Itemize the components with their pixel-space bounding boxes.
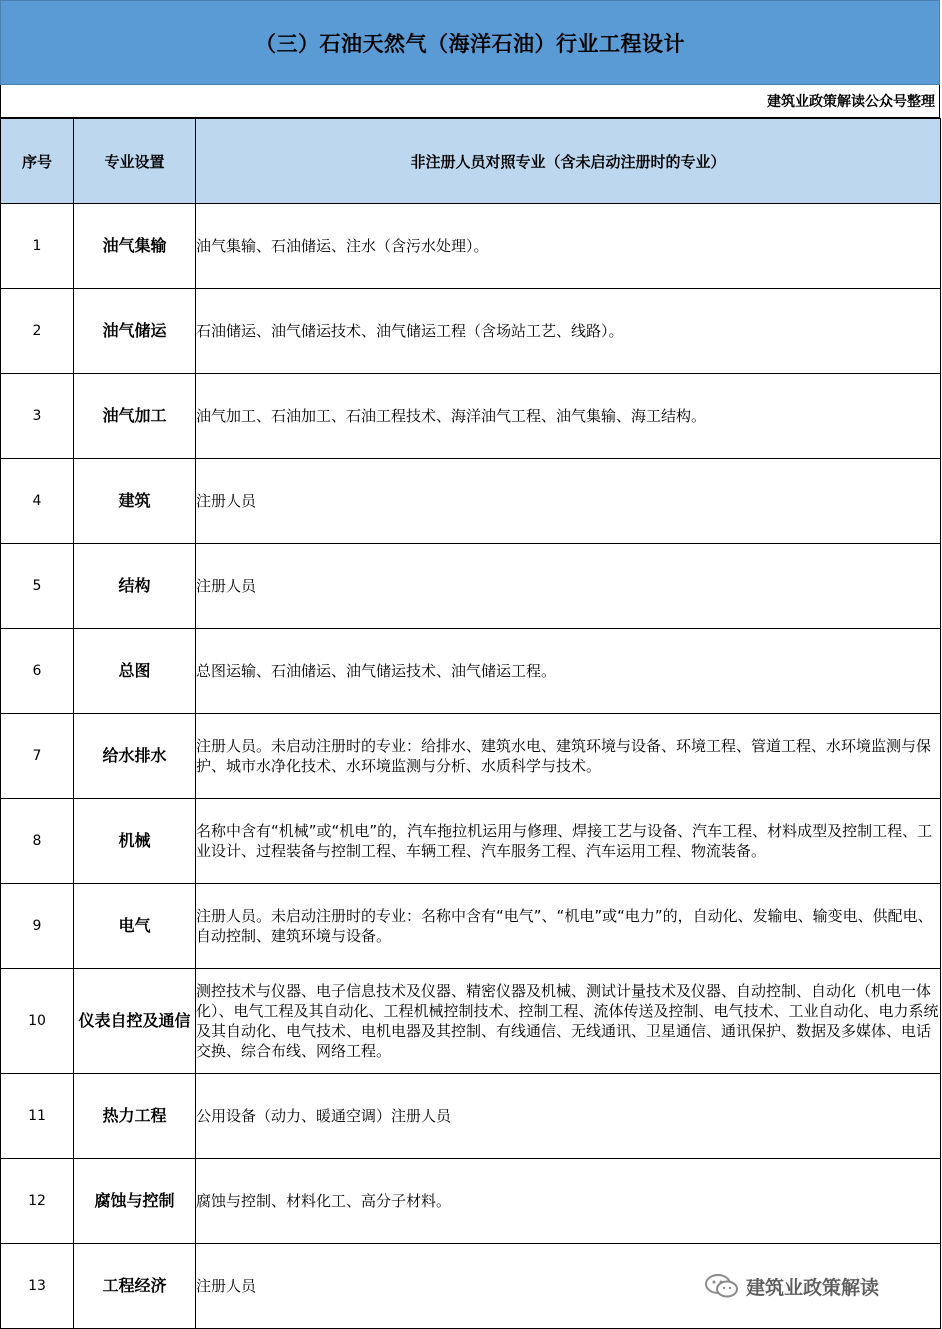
row-no: 8 <box>1 799 74 884</box>
table-row <box>1 459 941 544</box>
row-desc: 油气集输、石油储运、注水（含污水处理）。 <box>196 204 941 289</box>
row-no: 7 <box>1 714 74 799</box>
row-major: 总图 <box>74 629 196 714</box>
row-desc: 公用设备（动力、暖通空调）注册人员 <box>196 1074 941 1159</box>
row-desc: 注册人员 <box>196 1244 941 1329</box>
table-row <box>1 1074 941 1159</box>
source-note: 建筑业政策解读公众号整理 <box>767 94 935 110</box>
row-no: 3 <box>1 374 74 459</box>
row-desc: 注册人员 <box>196 459 941 544</box>
row-major: 仪表自控及通信 <box>74 969 196 1074</box>
header-major: 专业设置 <box>74 119 196 204</box>
row-no: 6 <box>1 629 74 714</box>
row-no: 13 <box>1 1244 74 1329</box>
table-row <box>1 1159 941 1244</box>
row-desc: 石油储运、油气储运技术、油气储运工程（含场站工艺、线路）。 <box>196 289 941 374</box>
table-row <box>1 884 941 969</box>
table-row <box>1 629 941 714</box>
row-desc: 注册人员。未启动注册时的专业：给排水、建筑水电、建筑环境与设备、环境工程、管道工程、水环境监测与保护、城市水净化技术、水环境监测与分析、水质科学与技术。 <box>196 714 941 799</box>
table-row <box>1 799 941 884</box>
watermark-text: 建筑业政策解读 <box>746 1276 880 1299</box>
title-bar <box>0 0 940 85</box>
table-row <box>1 289 941 374</box>
row-major: 热力工程 <box>74 1074 196 1159</box>
wechat-icon <box>704 1273 740 1299</box>
source-bar <box>0 85 940 118</box>
row-major: 给水排水 <box>74 714 196 799</box>
header-desc: 非注册人员对照专业（含未启动注册时的专业） <box>196 119 941 204</box>
row-major: 油气集输 <box>74 204 196 289</box>
row-major: 结构 <box>74 544 196 629</box>
header-no: 序号 <box>1 119 74 204</box>
row-major: 建筑 <box>74 459 196 544</box>
row-desc: 油气加工、石油加工、石油工程技术、海洋油气工程、油气集输、海工结构。 <box>196 374 941 459</box>
row-desc: 测控技术与仪器、电子信息技术及仪器、精密仪器及机械、测试计量技术及仪器、自动控制、自动化（机电一体化）、电气工程及其自动化、工程机械控制技术、控制工程、流体传送及控制、电气技术、工业自动化、电力系统及其自动化、电气技术、电机电器及其控制、有线通信、无线通讯、卫星通信、通讯保护、数据及多媒体、电话交换、综合布线、网络工程。 <box>196 969 941 1074</box>
row-major: 工程经济 <box>74 1244 196 1329</box>
row-no: 9 <box>1 884 74 969</box>
row-major: 电气 <box>74 884 196 969</box>
row-no: 5 <box>1 544 74 629</box>
row-major: 腐蚀与控制 <box>74 1159 196 1244</box>
row-no: 11 <box>1 1074 74 1159</box>
table-row <box>1 544 941 629</box>
page-title: （三）石油天然气（海洋石油）行业工程设计 <box>255 31 685 56</box>
table-row <box>1 969 941 1074</box>
row-no: 12 <box>1 1159 74 1244</box>
row-desc: 腐蚀与控制、材料化工、高分子材料。 <box>196 1159 941 1244</box>
row-desc: 注册人员 <box>196 544 941 629</box>
table-header-row <box>1 119 941 204</box>
row-no: 4 <box>1 459 74 544</box>
majors-table <box>0 118 941 1329</box>
row-desc: 名称中含有“机械”或“机电”的，汽车拖拉机运用与修理、焊接工艺与设备、汽车工程、材料成型及控制工程、工业设计、过程装备与控制工程、车辆工程、汽车服务工程、汽车运用工程、物流装备。 <box>196 799 941 884</box>
row-desc: 注册人员。未启动注册时的专业：名称中含有“电气”、“机电”或“电力”的，自动化、发输电、输变电、供配电、自动控制、建筑环境与设备。 <box>196 884 941 969</box>
row-no: 2 <box>1 289 74 374</box>
table-row <box>1 374 941 459</box>
row-desc: 总图运输、石油储运、油气储运技术、油气储运工程。 <box>196 629 941 714</box>
row-major: 机械 <box>74 799 196 884</box>
row-major: 油气加工 <box>74 374 196 459</box>
table-row <box>1 714 941 799</box>
table-row <box>1 204 941 289</box>
row-major: 油气储运 <box>74 289 196 374</box>
watermark <box>704 1271 879 1301</box>
row-no: 10 <box>1 969 74 1074</box>
row-no: 1 <box>1 204 74 289</box>
